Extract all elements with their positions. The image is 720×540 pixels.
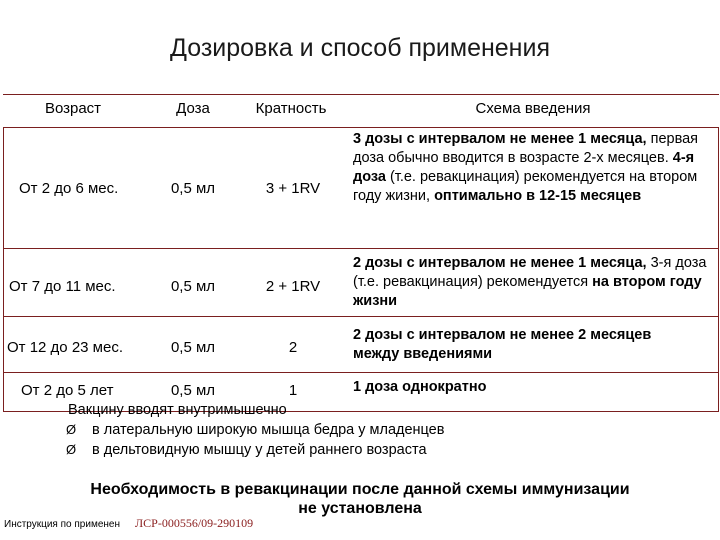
scheme-text-part: на втором году жизни — [353, 274, 702, 309]
scheme-text-part: 2 дозы с интервалом не менее 2 месяцев между введениями — [353, 327, 652, 362]
row4-age: От 2 до 5 лет — [21, 382, 114, 399]
notes-lead-text: Вакцину вводят внутримышечно — [68, 402, 287, 418]
table-header-border — [3, 127, 719, 128]
row1-age: От 2 до 6 мес. — [19, 180, 119, 197]
page-title: Дозировка и способ применения — [169, 34, 550, 62]
table-top-border — [3, 94, 719, 95]
row2-dose: 0,5 мл — [170, 278, 216, 295]
notes-lead — [68, 400, 444, 420]
dosage-table — [3, 94, 719, 411]
table-row-border — [3, 372, 719, 373]
footer-registration-code: ЛСР-000556/09-290109 — [135, 516, 254, 530]
list-item — [66, 420, 444, 440]
row1-scheme — [353, 130, 713, 206]
row4-dose: 0,5 мл — [170, 382, 216, 399]
footer-source: Инструкция по применен — [4, 519, 120, 530]
scheme-text-part: 4-я доза — [353, 150, 695, 185]
scheme-text-part: 1 доза однократно — [353, 379, 487, 395]
conclusion-line2: не установлена — [298, 500, 422, 517]
row2-scheme — [353, 254, 713, 311]
list-item — [66, 440, 444, 460]
scheme-text-part: первая доза обычно вводится в возрасте 2-х месяцев. — [353, 131, 699, 166]
row1-dose: 0,5 мл — [170, 180, 216, 197]
row2-age: От 7 до 11 мес. — [9, 278, 116, 295]
row3-age: От 12 до 23 мес. — [7, 339, 123, 356]
header-age: Возраст — [44, 100, 102, 117]
scheme-text-part: (т.е. ревакцинация) рекомендуется на втором году жизни, — [353, 169, 698, 204]
bullet-text: в дельтовидную мышцу у детей раннего возраста — [92, 442, 427, 458]
row3-dose: 0,5 мл — [170, 339, 216, 356]
row1-frequency: 3 + 1RV — [265, 180, 321, 197]
scheme-text-part: 3 дозы с интервалом не менее 1 месяца, — [353, 131, 647, 147]
scheme-text-part: 3-я доза (т.е. ревакцинация) рекомендуется — [353, 255, 707, 290]
row4-frequency: 1 — [288, 382, 298, 399]
row4-scheme — [353, 378, 713, 397]
row3-scheme — [353, 326, 698, 364]
conclusion — [0, 480, 720, 518]
row2-frequency: 2 + 1RV — [265, 278, 321, 295]
table-row-border — [3, 316, 719, 317]
bullet-text: в латеральную широкую мышца бедра у младенцев — [92, 422, 445, 438]
header-dose: Доза — [176, 100, 210, 117]
arrow-bullet-icon: Ø — [66, 442, 77, 457]
arrow-bullet-icon: Ø — [66, 422, 77, 437]
header-frequency: Кратность — [255, 100, 327, 117]
administration-notes — [68, 400, 444, 460]
row3-frequency: 2 — [288, 339, 298, 356]
scheme-text-part: 2 дозы с интервалом не менее 1 месяца, — [353, 255, 647, 271]
header-scheme: Схема введения — [475, 100, 591, 117]
table-row-border — [3, 248, 719, 249]
scheme-text-part: оптимально в 12-15 месяцев — [434, 188, 642, 204]
table-left-border — [3, 127, 4, 411]
table-right-border — [718, 127, 719, 411]
conclusion-line1: Необходимость в ревакцинации после данной схемы иммунизации — [90, 481, 630, 498]
